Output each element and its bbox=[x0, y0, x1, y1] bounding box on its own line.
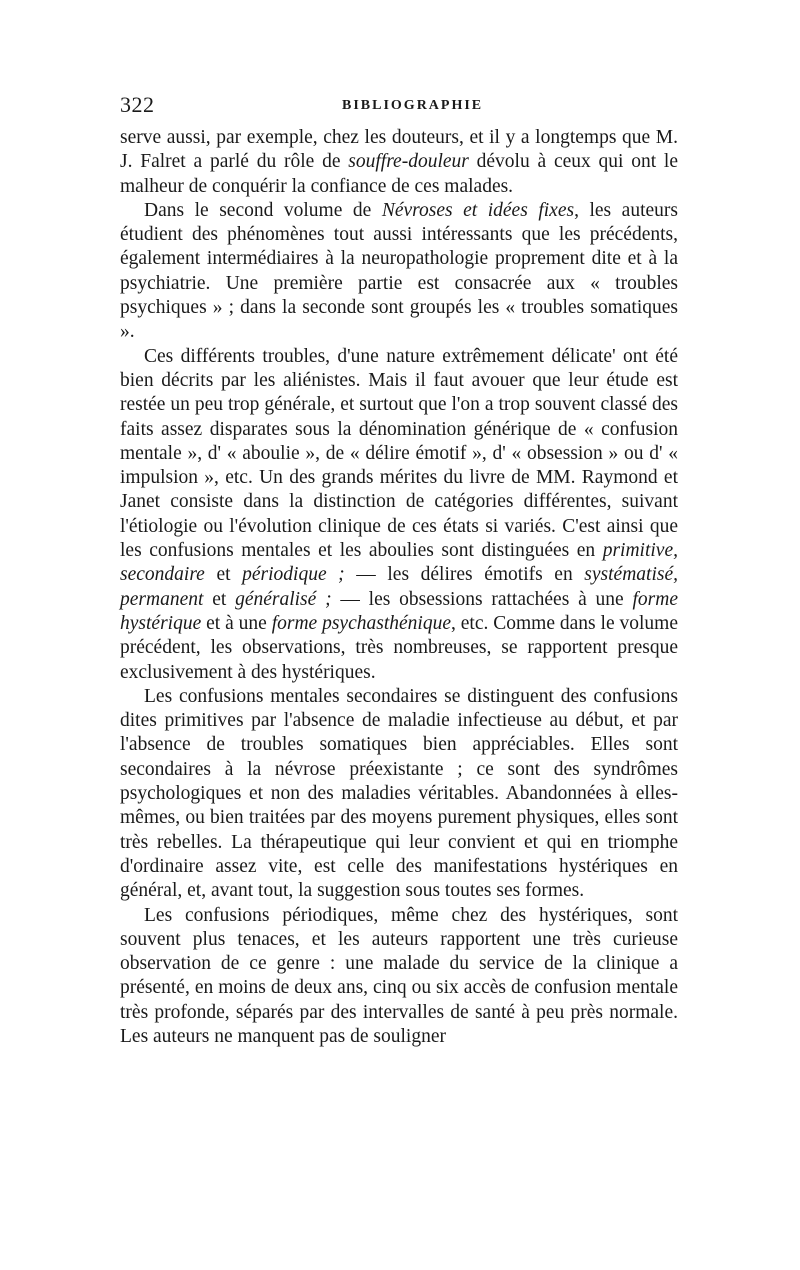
body-text bbox=[120, 126, 678, 1049]
running-title: BIBLIOGRAPHIE bbox=[342, 98, 484, 113]
page-header bbox=[120, 92, 680, 122]
paragraph-3: Ces différents troubles, d'une nature extrêmement délicate' ont été bien décrits par les aliénistes. Mais il faut avouer que leur étude est restée un peu trop générale, et surtout que l'on a trop souvent classé des faits assez disparates sous la dénomination générique de « confusion mentale », d' « aboulie », de « délire émotif », d' « obsession » ou d' « impulsion », etc. Un des grands mérites du livre de MM. Raymond et Janet consiste dans la distinction de catégories différentes, suivant l'étiologie ou l'évolution clinique de ces états si variés. C'est ainsi que les confusions mentales et les aboulies sont distinguées en primitive, secondaire et périodique ; — les délires émotifs en systématisé, permanent et généralisé ; — les obsessions rattachées à une forme hystérique et à une forme psychasthénique, etc. Comme dans le volume précédent, les observations, très nombreuses, se rapportent presque exclusivement à des hystériques. bbox=[120, 345, 678, 683]
page-number: 322 bbox=[120, 92, 155, 117]
paragraph-4: Les confusions mentales secondaires se distinguent des confusions dites primitives par l'absence de maladie infectieuse au début, et par l'absence de troubles somatiques bien appréciables. Elles sont secondaires à la névrose préexistante ; ce sont des syndrômes psychologiques et non des maladies véritables. Abandonnées à elles-mêmes, ou bien traitées par des moyens purement physiques, elles sont très rebelles. La thérapeutique qui leur convient et qui en triomphe d'ordinaire assez vite, est celle des manifestations hystériques en général, et, avant tout, la suggestion sous toutes ses formes. bbox=[120, 685, 678, 902]
paragraph-1: serve aussi, par exemple, chez les douteurs, et il y a longtemps que M. J. Falret a parlé du rôle de souffre-douleur dévolu à ceux qui ont le malheur de conquérir la confiance de ces malades. bbox=[120, 127, 679, 197]
paragraph-2: Dans le second volume de Névroses et idées fixes, les auteurs étudient des phénomènes tout aussi intéressants que les précédents, également intermédiaires à la neuropathologie proprement dite et à la psychiatrie. Une première partie est consacrée aux « troubles psychiques » ; dans la seconde sont groupés les « troubles somatiques ». bbox=[120, 199, 678, 343]
paragraph-5: Les confusions périodiques, même chez des hystériques, sont souvent plus tenaces, et les auteurs rapportent une très curieuse observation de ce genre : une malade du service de la clinique a présenté, en moins de deux ans, cinq ou six accès de confusion mentale très profonde, séparés par des intervalles de santé à peu près normale. Les auteurs ne manquent pas de souligner bbox=[120, 904, 678, 1047]
